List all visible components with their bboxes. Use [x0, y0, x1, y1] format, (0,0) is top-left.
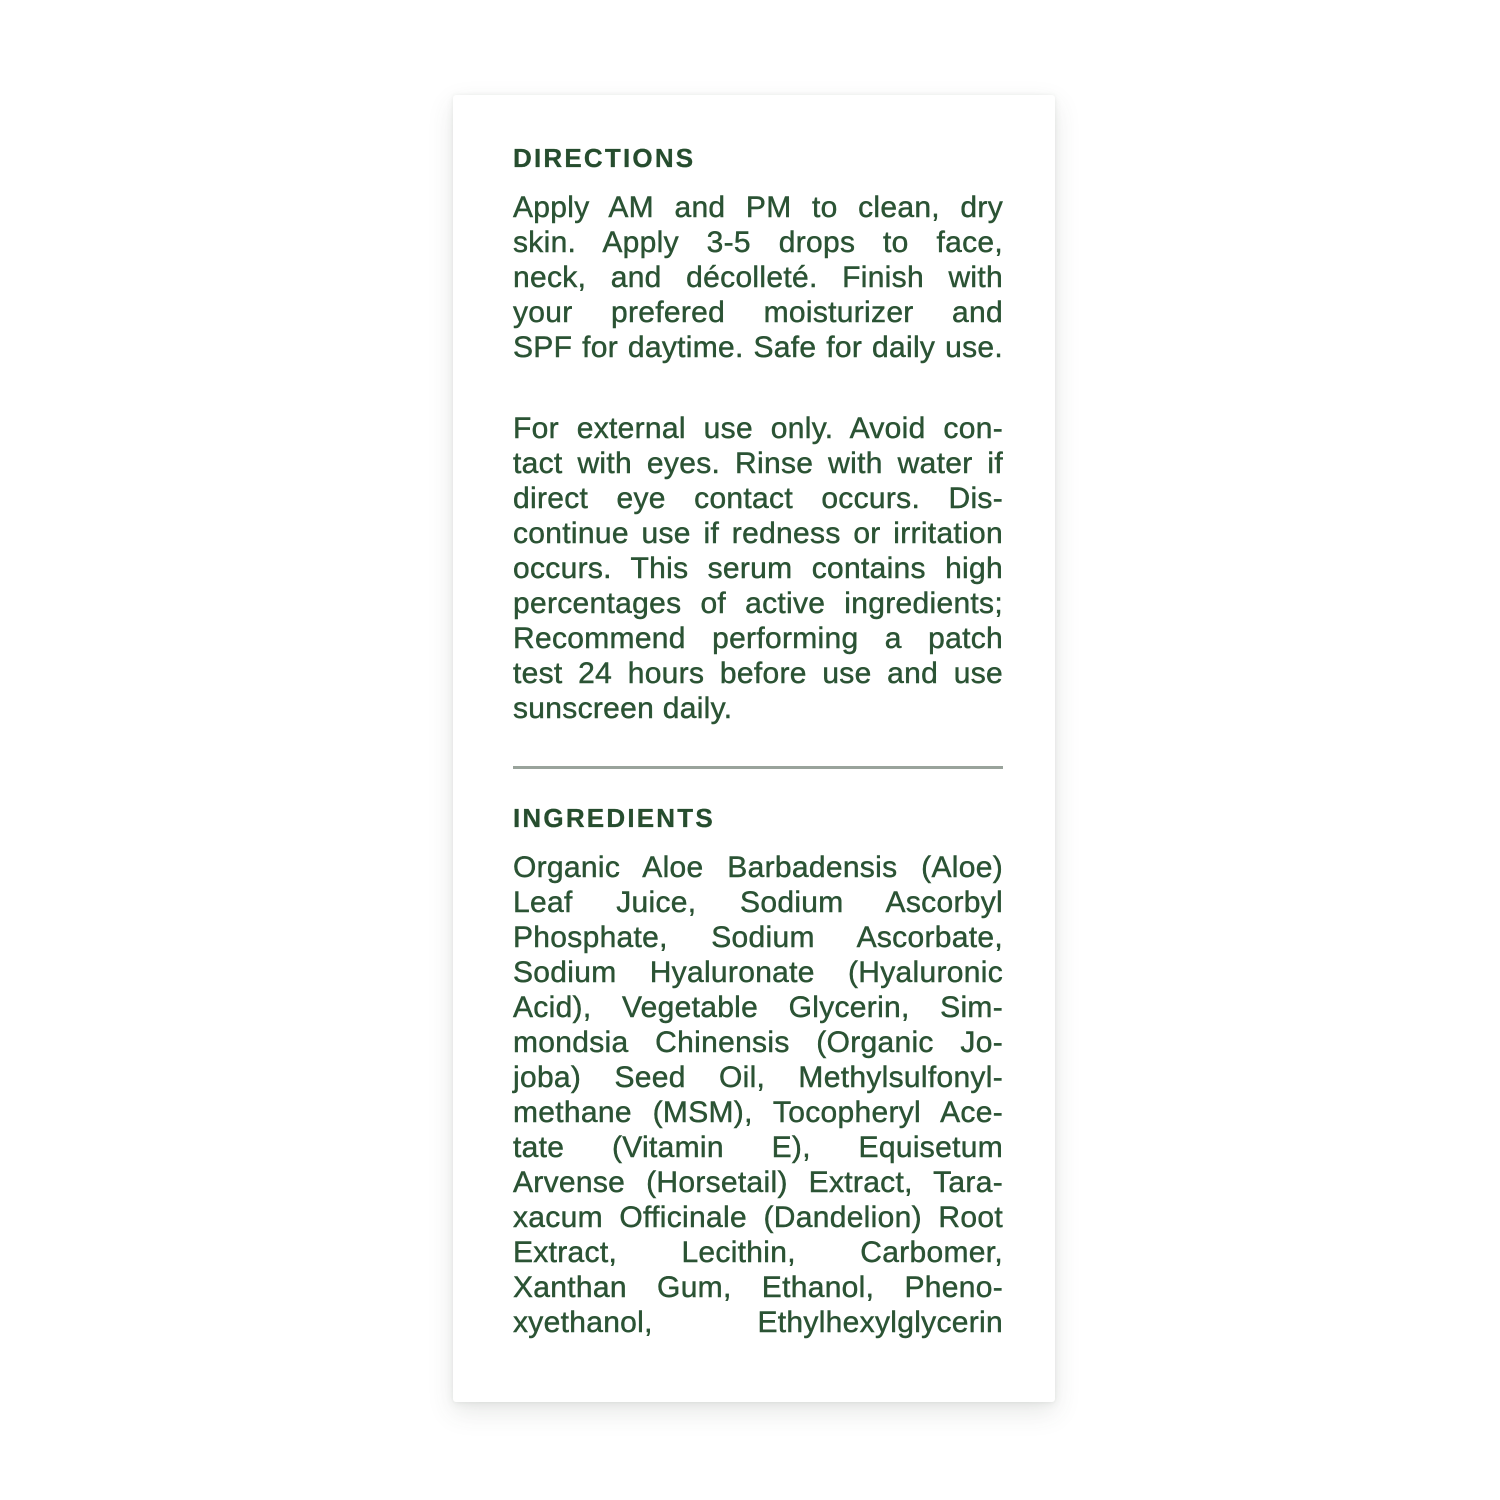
text-line: your prefered moisturizer and — [513, 296, 1003, 329]
text-line: Phosphate, Sodium Ascorbate, — [513, 921, 1003, 954]
text-line: xacum Officinale (Dandelion) Root — [513, 1201, 1003, 1234]
text-line: Extract, Lecithin, Carbomer, — [513, 1236, 1003, 1269]
text-line: neck, and décolleté. Finish with — [513, 261, 1003, 294]
ingredients-section — [513, 803, 1003, 1340]
ingredients-heading: INGREDIENTS — [513, 803, 715, 833]
text-line: xyethanol, Ethylhexylglycerin — [513, 1306, 1003, 1339]
paragraph — [513, 850, 1003, 1340]
text-line: continue use if redness or irritation — [513, 517, 1003, 550]
paragraph — [513, 411, 1003, 726]
ingredients-text — [513, 850, 1003, 1340]
text-line: percentages of active ingredients; — [513, 587, 1003, 620]
text-line: skin. Apply 3-5 drops to face, — [513, 226, 1003, 259]
text-line: For external use only. Avoid con- — [513, 412, 1003, 445]
text-line: Recommend performing a patch — [513, 622, 1003, 655]
text-line: Organic Aloe Barbadensis (Aloe) — [513, 851, 1003, 884]
section-divider — [513, 766, 1003, 769]
directions-text — [513, 190, 1003, 726]
text-line: Acid), Vegetable Glycerin, Sim- — [513, 991, 1003, 1024]
text-line: SPF for daytime. Safe for daily use. — [513, 331, 1003, 364]
directions-section — [513, 143, 1003, 726]
text-line: occurs. This serum contains high — [513, 552, 1003, 585]
text-line: Apply AM and PM to clean, dry — [513, 191, 1003, 224]
text-line: Leaf Juice, Sodium Ascorbyl — [513, 886, 1003, 919]
text-line: sunscreen daily. — [513, 692, 733, 725]
product-label-panel — [453, 95, 1055, 1402]
text-line: Arvense (Horsetail) Extract, Tara- — [513, 1166, 1003, 1199]
text-line: tate (Vitamin E), Equisetum — [513, 1131, 1003, 1164]
paragraph — [513, 190, 1003, 365]
text-line: test 24 hours before use and use — [513, 657, 1003, 690]
text-line: methane (MSM), Tocopheryl Ace- — [513, 1096, 1003, 1129]
text-line: direct eye contact occurs. Dis- — [513, 482, 1003, 515]
directions-heading: DIRECTIONS — [513, 143, 696, 173]
text-line: Xanthan Gum, Ethanol, Pheno- — [513, 1271, 1003, 1304]
text-line: Sodium Hyaluronate (Hyaluronic — [513, 956, 1003, 989]
text-line: joba) Seed Oil, Methylsulfonyl- — [513, 1061, 1003, 1094]
text-line: tact with eyes. Rinse with water if — [513, 447, 1003, 480]
text-line: mondsia Chinensis (Organic Jo- — [513, 1026, 1003, 1059]
